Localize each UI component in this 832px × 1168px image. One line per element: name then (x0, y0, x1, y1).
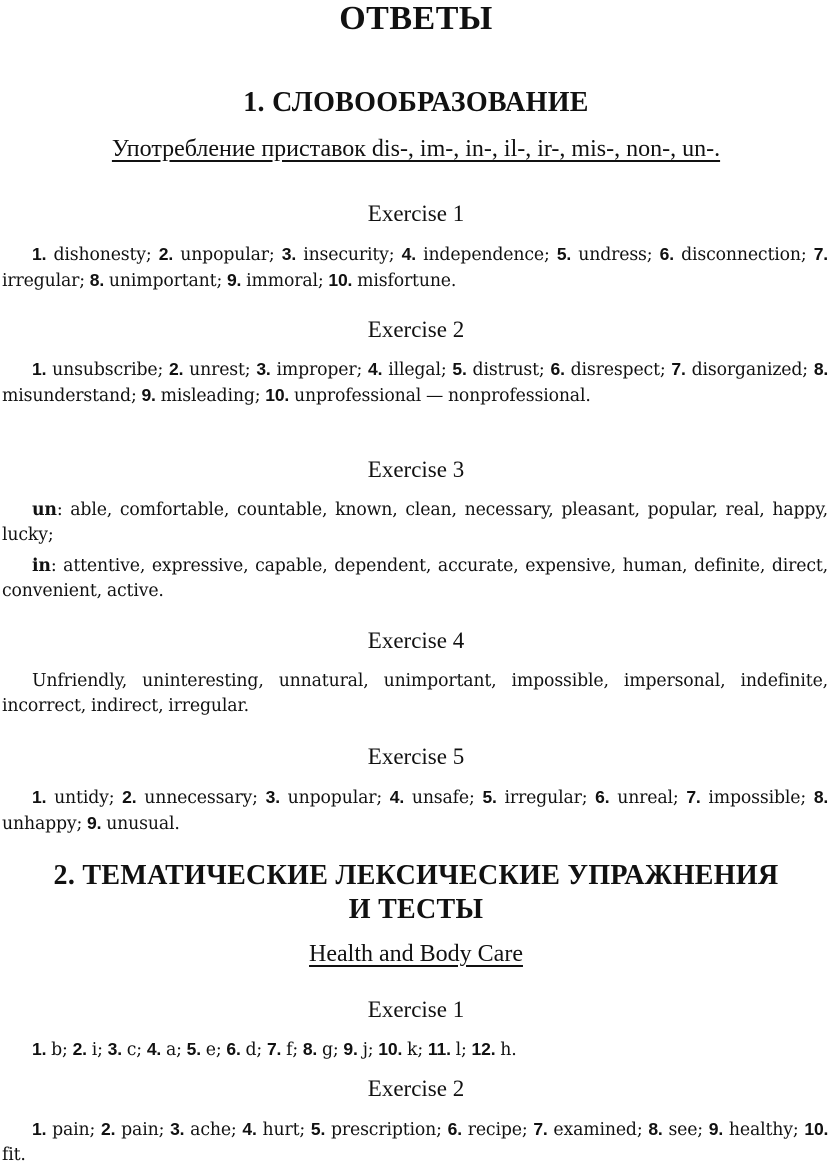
answer-text: impossible; (708, 788, 807, 808)
answer-item (428, 1040, 467, 1060)
answer-item (170, 1120, 237, 1140)
answer-text: a; (165, 1040, 182, 1060)
answer-number: 3. (281, 244, 297, 264)
answer-number: 9. (87, 813, 102, 833)
answer-number: 10. (328, 270, 353, 290)
answer-item (482, 788, 587, 808)
answer-item (32, 245, 152, 265)
answer-item (448, 1120, 528, 1140)
answer-text: recipe; (467, 1120, 528, 1140)
answer-text: misunderstand; (2, 386, 137, 406)
answer-item (402, 245, 550, 265)
s1-exercise-5-answers (2, 785, 828, 837)
answer-text: unusual. (106, 814, 180, 834)
answer-text: examined; (553, 1120, 643, 1140)
answer-text: distrust; (472, 360, 545, 380)
answer-item (390, 788, 475, 808)
answer-item (378, 1040, 423, 1060)
section-1-title: 1. СЛОВООБРАЗОВАНИЕ (243, 87, 589, 118)
answer-item (328, 271, 456, 291)
answer-item (282, 245, 395, 265)
answer-number: 5. (556, 244, 572, 264)
answer-item (648, 1120, 703, 1140)
answer-text: b; (51, 1040, 68, 1060)
answer-number: 4. (368, 359, 383, 379)
answer-item (550, 360, 665, 380)
s1-exercise-3-un-paragraph (2, 498, 828, 548)
page-title: ОТВЕТЫ (339, 0, 493, 37)
answer-number: 6. (659, 244, 674, 264)
answer-number: 2. (101, 1119, 116, 1139)
in-words: : attentive, expressive, capable, dependent, accurate, expensive, human, definite, direct, convenient, active. (2, 556, 828, 601)
answer-number: 3. (265, 787, 280, 807)
answer-number: 1. (32, 244, 47, 264)
answer-text: misleading; (160, 386, 261, 406)
answer-text: unprofessional — nonprofessional. (293, 386, 591, 406)
answer-text: disorganized; (691, 360, 808, 380)
answer-number: 12. (471, 1039, 496, 1059)
section-2-subtitle: Health and Body Care (309, 941, 523, 967)
answer-item (108, 1040, 142, 1060)
answer-number: 1. (32, 1039, 47, 1059)
answer-text: prescription; (330, 1120, 442, 1140)
answer-number: 5. (310, 1119, 326, 1139)
answer-text: f; (286, 1040, 298, 1060)
answer-number: 9. (141, 385, 156, 405)
section-2-title (0, 859, 832, 927)
answer-number: 8. (89, 270, 105, 290)
un-prefix: un (32, 500, 57, 520)
answer-item (227, 271, 324, 291)
answer-text: pain; (121, 1120, 165, 1140)
section-1-subtitle: Употребление приставок dis-, im-, in-, il-, ir-, mis-, non-, un-. (111, 136, 721, 162)
section-2-title-line-2: И ТЕСТЫ (348, 894, 484, 925)
answer-item (267, 1040, 298, 1060)
answer-text: pain; (52, 1120, 96, 1140)
s1-exercise-1-heading: Exercise 1 (367, 201, 465, 226)
section-2-title-line-1: 2. ТЕМАТИЧЕСКИЕ ЛЕКСИЧЕСКИЕ УПРАЖНЕНИЯ (53, 860, 779, 891)
answer-number: 8. (813, 359, 829, 379)
answer-text: unpopular; (287, 788, 383, 808)
answer-number: 6. (550, 359, 565, 379)
answer-item (169, 360, 251, 380)
answer-number: 9. (343, 1039, 358, 1059)
s1-exercise-4-answers: Unfriendly, uninteresting, unnatural, unimportant, impossible, impersonal, indefinite, incorrect, indirect, irregular. (2, 671, 828, 716)
answer-number: 6. (226, 1039, 241, 1059)
answer-text: ache; (190, 1120, 237, 1140)
answer-text: unsubscribe; (52, 360, 164, 380)
answer-item (147, 1040, 182, 1060)
answer-item (32, 1040, 68, 1060)
answer-item (32, 1120, 95, 1140)
answer-number: 7. (671, 359, 686, 379)
answer-item (303, 1040, 339, 1060)
answer-text: irregular; (504, 788, 588, 808)
answer-text: unreal; (617, 788, 679, 808)
answer-text: disrespect; (570, 360, 666, 380)
answer-text: unrest; (189, 360, 251, 380)
answer-number: 8. (648, 1119, 663, 1139)
answer-text: dishonesty; (53, 245, 152, 265)
answer-text: e; (205, 1040, 222, 1060)
s2-exercise-2-answers (2, 1117, 828, 1168)
answer-number: 1. (32, 1119, 47, 1139)
answer-text: unimportant; (108, 271, 223, 291)
answer-item (660, 245, 807, 265)
answer-number: 2. (122, 787, 137, 807)
answer-number: 9. (226, 270, 242, 290)
answer-text: unhappy; (2, 814, 83, 834)
answer-number: 7. (533, 1119, 548, 1139)
answer-item (159, 245, 275, 265)
answer-number: 7. (813, 244, 828, 264)
answer-number: 1. (32, 787, 47, 807)
answer-number: 3. (170, 1119, 185, 1139)
answer-item (686, 788, 806, 808)
answer-item (32, 788, 114, 808)
answer-text: see; (668, 1120, 703, 1140)
answer-number: 10. (378, 1039, 403, 1059)
answer-number: 1. (32, 359, 47, 379)
s2-exercise-2-heading: Exercise 2 (367, 1076, 465, 1101)
answer-text: i; (91, 1040, 103, 1060)
answer-text: improper; (276, 360, 363, 380)
answer-text: j; (362, 1040, 374, 1060)
s1-exercise-3-in-paragraph (2, 554, 828, 604)
answer-item (709, 1120, 799, 1140)
answer-text: unnecessary; (144, 788, 258, 808)
answer-item (90, 271, 222, 291)
answer-text: immoral; (246, 271, 324, 291)
answer-number: 2. (168, 359, 184, 379)
answer-item (533, 1120, 642, 1140)
answer-item (452, 360, 544, 380)
s2-exercise-1-answers (2, 1037, 828, 1063)
answer-number: 6. (595, 787, 610, 807)
answer-item (226, 1040, 262, 1060)
answer-item (311, 1120, 442, 1140)
answer-text: illegal; (388, 360, 447, 380)
answer-item (595, 788, 678, 808)
answer-number: 2. (72, 1039, 87, 1059)
answer-text: healthy; (728, 1120, 799, 1140)
answer-text: unsafe; (411, 788, 475, 808)
answer-item (472, 1040, 517, 1060)
answer-item (187, 1040, 222, 1060)
answer-text: fit. (2, 1145, 26, 1165)
answer-text: g; (321, 1040, 339, 1060)
answer-item (266, 788, 382, 808)
answer-item (122, 788, 258, 808)
answer-number: 8. (813, 787, 829, 807)
answer-text: misfortune. (357, 271, 457, 291)
answer-number: 4. (389, 787, 405, 807)
answer-number: 5. (186, 1039, 201, 1059)
answer-item (265, 386, 590, 406)
answer-item (557, 245, 653, 265)
answer-number: 9. (708, 1119, 724, 1139)
answer-text: untidy; (54, 788, 115, 808)
answer-item (73, 1040, 103, 1060)
answer-number: 8. (302, 1039, 318, 1059)
s1-exercise-3-heading: Exercise 3 (367, 457, 465, 482)
answer-text: k; (407, 1040, 424, 1060)
answer-text: undress; (578, 245, 653, 265)
answer-item (242, 1120, 305, 1140)
s1-exercise-1-answers (2, 242, 828, 294)
answer-item (256, 360, 362, 380)
answer-number: 4. (242, 1119, 257, 1139)
s1-exercise-2-heading: Exercise 2 (367, 317, 465, 342)
answer-number: 2. (158, 244, 174, 264)
answer-number: 7. (686, 787, 701, 807)
un-words: : able, comfortable, countable, known, clean, necessary, pleasant, popular, real, happy, lucky; (2, 500, 828, 545)
answer-item (343, 1040, 373, 1060)
answer-number: 3. (256, 359, 271, 379)
answer-item (87, 814, 180, 834)
answer-text: unpopular; (180, 245, 275, 265)
answer-number: 4. (146, 1039, 162, 1059)
answer-number: 7. (266, 1039, 282, 1059)
s1-exercise-2-answers (2, 357, 828, 409)
answer-item (32, 360, 163, 380)
answer-text: d; (245, 1040, 263, 1060)
answer-text: disconnection; (681, 245, 807, 265)
answer-number: 6. (447, 1119, 462, 1139)
s1-exercise-5-heading: Exercise 5 (367, 744, 465, 769)
answer-number: 4. (401, 244, 416, 264)
answer-item (368, 360, 446, 380)
answer-number: 5. (482, 787, 497, 807)
s1-exercise-4-heading: Exercise 4 (367, 628, 465, 653)
answer-text: l; (455, 1040, 467, 1060)
answer-text: h. (500, 1040, 517, 1060)
answer-number: 10. (265, 385, 290, 405)
answer-text: c; (126, 1040, 142, 1060)
answer-number: 11. (427, 1039, 451, 1059)
in-prefix: in (32, 556, 51, 576)
answer-text: insecurity; (303, 245, 395, 265)
answer-text: irregular; (2, 271, 85, 291)
answer-number: 10. (804, 1119, 829, 1139)
answer-item (671, 360, 808, 380)
answer-number: 3. (107, 1039, 122, 1059)
s2-exercise-1-heading: Exercise 1 (367, 997, 465, 1022)
answer-text: hurt; (262, 1120, 306, 1140)
answer-item (101, 1120, 164, 1140)
answer-text: independence; (423, 245, 550, 265)
answer-number: 5. (452, 359, 467, 379)
answer-item (141, 386, 260, 406)
